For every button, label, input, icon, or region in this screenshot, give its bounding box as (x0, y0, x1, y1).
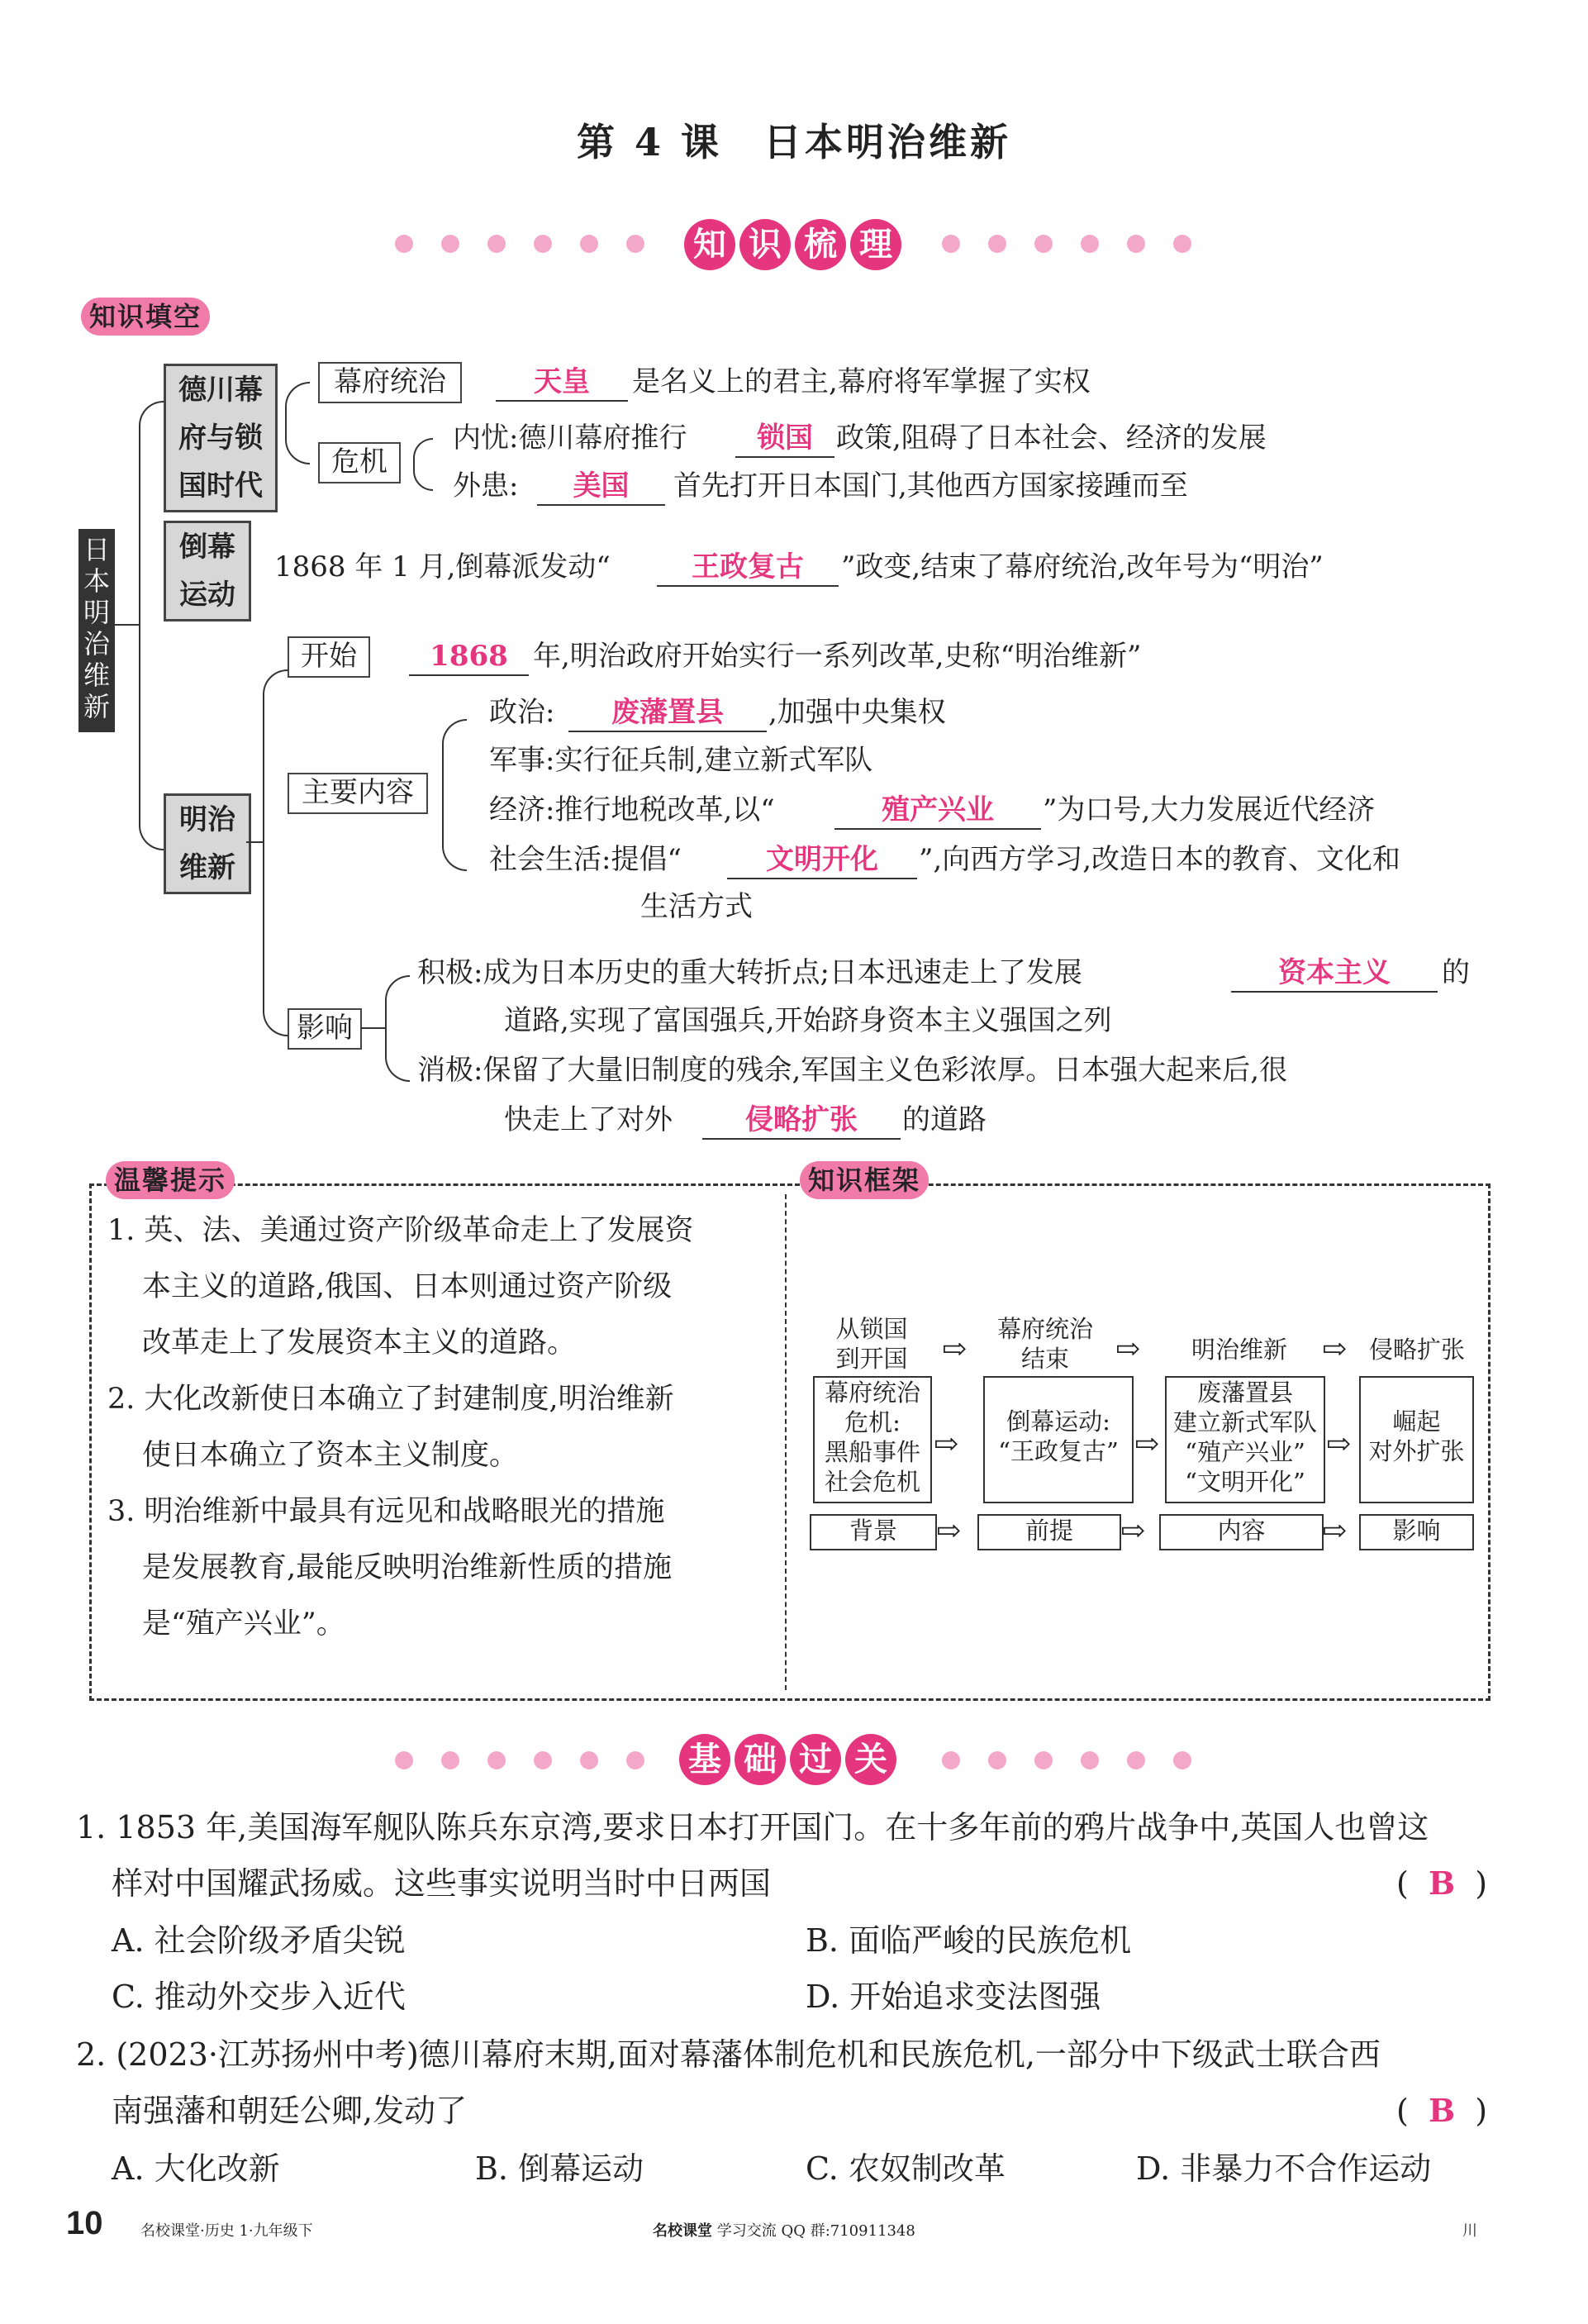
section-char: 梳 (795, 219, 846, 270)
section-char: 基 (679, 1734, 730, 1785)
text-line: 的道路 (902, 1103, 987, 1136)
section-char: 理 (850, 219, 901, 270)
decor-dots-right (942, 227, 1206, 260)
question-text: 1. 1853 年,美国海军舰队陈兵东京湾,要求日本打开国门。在十多年前的鸦片战争中,英国人也曾这 (76, 1809, 1429, 1845)
text-line: 的 (1442, 956, 1470, 989)
framework-top: 明治维新 (1191, 1336, 1287, 1364)
framework-box: 倒幕运动: “王政复古” (983, 1376, 1134, 1503)
tips-label: 温馨提示 (106, 1161, 235, 1199)
framework-top: 从锁国 到开国 (835, 1315, 908, 1373)
text-line: 经济:推行地税改革,以“ (489, 793, 775, 826)
text-line: 积极:成为日本历史的重大转折点;日本迅速走上了发展 (417, 956, 1082, 989)
text-line: 是名义上的君主,幕府将军掌握了实权 (632, 365, 1091, 398)
text-line: 消极:保留了大量旧制度的残余,军国主义色彩浓厚。日本强大起来后,很 (417, 1054, 1288, 1087)
tips-text: 1. 英、法、美通过资产阶级革命走上了发展资 本主义的道路,俄国、日本则通过资产阶级 改革走上了发展资本主义的道路。 2. 大化改新使日本确立了封建制度,明治维新 使日本确立了资本主义制度。 3. 明治维新中最具有远见和战略眼光的措施 是发展教育,最能反映明治维新性质的措施 是“殖产兴业”。 (107, 1214, 694, 1641)
answer-blank: 1868 (409, 638, 529, 676)
arrow-icon: ⇨ (942, 1332, 968, 1366)
footer-center: 学习交流 QQ 群:710911348 (716, 2222, 915, 2240)
arrow-icon: ⇨ (1322, 1332, 1348, 1366)
option[interactable]: C. 推动外交步入近代 (112, 1979, 406, 2015)
answer-blank: 文明开化 (727, 841, 917, 879)
node-dechuan: 德川幕 府与锁 国时代 (164, 364, 278, 512)
framework-top: 幕府统治 结束 (996, 1315, 1093, 1373)
answer-blank: 天皇 (496, 364, 628, 402)
section-char: 础 (735, 1734, 786, 1785)
section-char: 知 (684, 219, 735, 270)
option[interactable]: D. 非暴力不合作运动 (1136, 2150, 1432, 2187)
text-line: 社会生活:提倡“ (489, 843, 682, 876)
section-char: 识 (739, 219, 791, 270)
text-line: ”政变,结束了幕府统治,改年号为“明治” (841, 550, 1324, 583)
option[interactable]: D. 开始追求变法图强 (806, 1979, 1101, 2015)
frame-label: 知识框架 (800, 1161, 929, 1199)
framework-box: 崛起 对外扩张 (1359, 1376, 1474, 1503)
page-title: 第 4 课 日本明治维新 (576, 120, 1012, 164)
answer-paren: ( B ) (1396, 1864, 1488, 1902)
arrow-icon: ⇨ (1322, 1514, 1348, 1548)
footer-brand-logo: 名校课堂 学习交流 QQ 群:710911348 (653, 2222, 915, 2240)
text-line: 内忧:德川幕府推行 (453, 421, 687, 455)
text-line: 快走上了对外 (504, 1103, 673, 1136)
arrow-icon: ⇨ (936, 1514, 962, 1548)
box-kaishi: 开始 (288, 636, 370, 678)
question-text: 南强藩和朝廷公卿,发动了 (112, 2093, 468, 2129)
text-line: 政治: (489, 696, 555, 729)
box-weiji: 危机 (318, 442, 401, 483)
text-line: 道路,实现了富国强兵,开始跻身资本主义强国之列 (504, 1004, 1112, 1037)
question-text: 样对中国耀武扬威。这些事实说明当时中日两国 (112, 1865, 772, 1902)
framework-bottom: 影响 (1359, 1514, 1474, 1550)
arrow-icon: ⇨ (1115, 1332, 1141, 1366)
question-answer: B (1428, 2092, 1456, 2129)
answer-blank: 资本主义 (1231, 955, 1438, 993)
answer-blank: 废藩置县 (568, 694, 767, 732)
answer-paren: ( B ) (1396, 2092, 1488, 2129)
root-brace (139, 401, 165, 850)
arrow-icon: ⇨ (1326, 1427, 1352, 1461)
question-answer: B (1428, 1864, 1456, 1902)
decor-dots-left (395, 1744, 659, 1777)
arrow-icon: ⇨ (1120, 1514, 1146, 1548)
framework-top: 侵略扩张 (1368, 1336, 1465, 1364)
option[interactable]: A. 大化改新 (112, 2150, 280, 2187)
option[interactable]: A. 社会阶级矛盾尖锐 (112, 1922, 406, 1959)
option[interactable]: B. 面临严峻的民族危机 (806, 1922, 1132, 1959)
framework-bottom: 内容 (1159, 1514, 1324, 1550)
root-node: 日本明治维新 (78, 529, 115, 732)
answer-blank: 王政复古 (657, 549, 839, 587)
text-line: 政策,阻碍了日本社会、经济的发展 (836, 421, 1267, 455)
section-char: 关 (845, 1734, 896, 1785)
box-yingxiang: 影响 (288, 1008, 362, 1050)
text-line: ,加强中央集权 (768, 696, 946, 729)
footer-right: 川 (1462, 2222, 1477, 2240)
arrow-icon: ⇨ (1134, 1427, 1160, 1461)
node-daomu: 倒幕 运动 (164, 521, 251, 621)
text-line: 年,明治政府开始实行一系列改革,史称“明治维新” (533, 640, 1142, 673)
text-line: 军事:实行征兵制,建立新式军队 (489, 744, 873, 777)
text-line: 1868 年 1 月,倒幕派发动“ (274, 550, 611, 583)
text-line: ”为口号,大力发展近代经济 (1043, 793, 1376, 826)
text-line: 首先打开日本国门,其他西方国家接踵而至 (673, 469, 1188, 502)
section-char: 过 (790, 1734, 841, 1785)
answer-blank: 锁国 (735, 420, 834, 458)
footer-book: 名校课堂·历史 1·九年级下 (140, 2222, 313, 2240)
option[interactable]: C. 农奴制改革 (806, 2150, 1006, 2187)
text-line: ”,向西方学习,改造日本的教育、文化和 (919, 843, 1400, 876)
option[interactable]: B. 倒幕运动 (475, 2150, 644, 2187)
arrow-icon: ⇨ (934, 1427, 959, 1461)
decor-dots-left (395, 227, 659, 260)
framework-bottom: 前提 (977, 1514, 1121, 1550)
page-number: 10 (66, 2205, 103, 2241)
text-line: 生活方式 (640, 890, 753, 923)
framework-box: 幕府统治 危机: 黑船事件 社会危机 (813, 1376, 932, 1503)
answer-blank: 殖产兴业 (834, 792, 1041, 830)
framework-box: 废藩置县 建立新式军队 “殖产兴业” “文明开化” (1165, 1376, 1325, 1503)
answer-blank: 美国 (537, 468, 665, 506)
box-mufu: 幕府统治 (318, 362, 462, 403)
framework-bottom: 背景 (810, 1514, 937, 1550)
question-text: 2. (2023·江苏扬州中考)德川幕府末期,面对幕藩体制危机和民族危机,一部分中下级武士联合西 (76, 2036, 1381, 2073)
node-mingzhi: 明治 维新 (164, 793, 251, 894)
answer-blank: 侵略扩张 (702, 1102, 901, 1140)
fill-label: 知识填空 (81, 298, 210, 336)
panel-divider (785, 1194, 787, 1690)
box-neirong: 主要内容 (288, 773, 428, 814)
text-line: 外患: (453, 469, 519, 502)
decor-dots-right (942, 1744, 1206, 1777)
